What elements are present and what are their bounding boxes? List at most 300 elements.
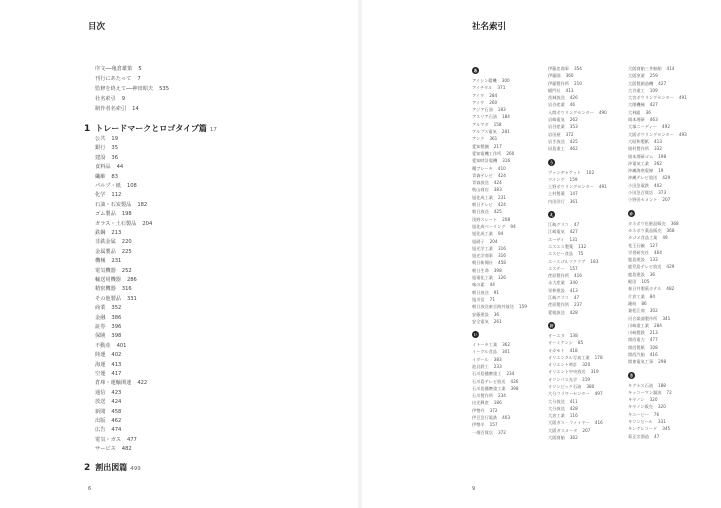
index-entry-name: 兼松江商 [628, 308, 645, 314]
index-entry [472, 201, 556, 208]
index-entry [472, 172, 556, 179]
index-entry [548, 405, 632, 412]
index-entry-name: カゴメ食品工業 [628, 235, 658, 241]
index-entry-name: エースゴルフクラブ [548, 258, 586, 264]
index-entry-page: 372 [497, 429, 506, 435]
index-entry-page: 368 [670, 220, 679, 226]
toc-entry-label: 社名索引 [95, 96, 116, 102]
index-entry-name: 石川島播磨重工 [472, 371, 502, 377]
toc-entry-page: 213 [111, 230, 122, 236]
index-entry [548, 94, 632, 101]
index-entry [628, 80, 712, 87]
index-entry-name: 浅野スレート [472, 216, 498, 222]
index-entry [548, 183, 632, 190]
index-entry [472, 392, 556, 399]
toc-entry-page: 9 [121, 96, 126, 102]
index-entry-page: 341 [662, 315, 671, 321]
index-entry-name: イダール [472, 356, 489, 362]
index-entry-page: 427 [658, 80, 667, 86]
index-entry [628, 87, 712, 94]
toc-entry [95, 239, 132, 246]
toc-entry-label: 空運 [95, 371, 106, 377]
index-section-header [548, 157, 632, 169]
index-entry-page: 320 [582, 362, 591, 368]
index-entry-page: 157 [489, 422, 498, 428]
index-entry-name: 花王石鹸 [628, 242, 645, 248]
toc-entry-page: 417 [111, 371, 122, 377]
index-entry-name: 菊正宗酒造 [628, 433, 649, 439]
index-entry-name: 栄伸建設 [548, 287, 565, 293]
index-entry [628, 249, 712, 256]
toc-entry-label: 鉄鋼 [95, 230, 106, 236]
index-entry-page: 132 [578, 243, 587, 249]
index-entry [548, 176, 632, 183]
toc-entry-page: 220 [121, 239, 132, 246]
index-entry-name: 石川島テレビ放送 [472, 378, 506, 384]
index-entry-name: 大阪ガス・ファイヤー [548, 420, 590, 426]
index-entry-name: 石川島播磨重工業 [472, 385, 506, 391]
chapter-1-title [84, 123, 217, 134]
index-entry-page: 416 [649, 351, 658, 357]
index-heading: 社名索引 [472, 22, 507, 32]
index-entry [628, 109, 712, 116]
index-entry-page: 425 [569, 138, 578, 144]
index-entry [548, 294, 632, 301]
index-entry-page: 126 [497, 275, 506, 281]
index-section-mark: か [629, 210, 634, 216]
index-entry-page: 183 [497, 107, 506, 113]
index-entry-page: 233 [493, 363, 502, 369]
index-entry-name: 大隈機械 [628, 102, 645, 108]
index-entry [628, 344, 712, 351]
index-entry-page: 36 [649, 271, 656, 277]
index-entry-page: 72 [666, 389, 672, 395]
index-entry [628, 411, 712, 418]
toc-entry-label: 商業 [95, 305, 106, 312]
index-entry [472, 245, 556, 252]
index-entry [472, 238, 556, 245]
index-entry-name: 学習研究社 [628, 249, 649, 255]
index-entry [472, 356, 556, 363]
index-entry-name: 愛知電機工作所 [472, 150, 502, 156]
index-entry-name: 入間ボウリングセンター [548, 109, 594, 115]
index-entry [628, 182, 712, 189]
toc-entry-page: 204 [142, 220, 153, 227]
index-entry-page: 105 [641, 279, 650, 285]
index-entry-page: 426 [569, 95, 578, 101]
index-entry-page: 207 [582, 427, 591, 433]
index-entry-name: 池貝鉄工 [472, 363, 489, 369]
toc-entry-label: 電気・ガス [95, 436, 121, 443]
index-entry-name: 大分フラワーセンター [548, 391, 590, 397]
index-entry-name: 伊勢丹 [472, 407, 485, 413]
index-entry [472, 128, 556, 135]
index-entry [472, 113, 556, 120]
index-entry-name: 荏原製作所 [548, 273, 569, 279]
index-entry-name: 春日井製菓ホテル [628, 286, 662, 292]
toc-entry [95, 399, 121, 406]
index-entry [472, 157, 556, 164]
index-entry [628, 307, 712, 314]
index-entry-page: 319 [582, 376, 591, 382]
index-entry-name: 安全電気 [472, 318, 489, 324]
index-entry-name: ウイング [548, 176, 565, 182]
chapter-2-label: 割出図篇 [95, 463, 128, 472]
right-page [362, 0, 721, 508]
index-entry [548, 347, 632, 354]
index-entry [628, 196, 712, 203]
index-entry-page: 398 [510, 385, 519, 391]
index-entry-page: 320 [649, 397, 658, 403]
index-entry-page: 301 [502, 349, 510, 355]
index-entry [548, 279, 632, 286]
index-entry [628, 315, 712, 322]
toc-entry-page: 19 [111, 136, 118, 142]
index-entry-name: 関東電気工事 [628, 359, 654, 365]
index-entry-name: 岡本理研 [628, 117, 645, 123]
index-entry-page: 482 [666, 286, 675, 292]
index-entry-page: 91 [493, 289, 500, 295]
index-entry [628, 138, 712, 145]
index-entry-page: 411 [569, 398, 578, 404]
index-entry-page: 319 [590, 369, 599, 375]
index-entry-name: 大阪ガスメータ [548, 427, 578, 433]
index-entry-page: 373 [658, 190, 667, 196]
index-entry-name: アルマダ [472, 121, 489, 127]
toc-entry-label: 陸運 [95, 352, 106, 359]
index-entry-page: 361 [569, 198, 578, 204]
toc-entry [95, 202, 147, 209]
toc-entry-page: 402 [111, 352, 122, 359]
index-entry-name: 江崎グリコ [548, 295, 569, 301]
index-entry-name: 内田洋行 [548, 198, 565, 204]
index-column-1 [472, 65, 556, 436]
index-entry-page: 157 [569, 265, 578, 271]
toc-entry-label: 金属製品 [95, 248, 116, 255]
index-entry-page: 383 [493, 187, 502, 193]
index-entry-page: 493 [678, 131, 687, 137]
toc-entry-label: ゴム製品 [95, 211, 116, 218]
index-section-mark: お [549, 322, 554, 328]
toc-entry-page: 396 [111, 324, 122, 330]
index-entry-page: 403 [502, 415, 511, 421]
toc-entry [95, 106, 139, 113]
toc-entry [95, 174, 118, 181]
index-entry-page: 414 [666, 66, 675, 71]
index-entry-page: 362 [569, 435, 578, 441]
toc-entry-label: 保険 [95, 333, 106, 340]
index-entry-name: 伊勢半 [472, 422, 485, 428]
index-entry-name: 青森放送 [472, 180, 489, 186]
index-entry [472, 165, 556, 172]
index-entry-name: 岩谷産業 [548, 124, 565, 130]
toc-entry-label: 不動産 [95, 342, 111, 349]
toc-entry-page: 331 [126, 295, 137, 302]
index-entry [628, 389, 712, 396]
index-entry [472, 370, 556, 377]
toc-entry [95, 418, 121, 425]
index-entry-name: 鹿島建設 [628, 257, 645, 263]
index-entry-name: オーエヌ [548, 332, 565, 338]
index-entry-name: 大阪窯業 [628, 73, 645, 79]
index-entry-name: 大分放送 [548, 398, 565, 404]
index-entry [548, 80, 632, 87]
toc-entry-label: 銀行 [95, 145, 106, 152]
index-entry-page: 372 [489, 407, 498, 413]
index-entry-name: カネボウ薬品販売 [628, 227, 662, 233]
index-entry-name: 伊藤忠商事 [548, 66, 569, 71]
index-entry-name: 関西製紙 [628, 344, 645, 350]
index-entry-page: 462 [569, 146, 578, 152]
index-entry-page: 204 [489, 238, 498, 244]
index-entry-page: 354 [573, 66, 582, 71]
toc-entry [95, 352, 121, 359]
toc-entry-page: 198 [121, 211, 132, 218]
right-folio: 9 [472, 486, 476, 492]
index-entry-name: 小野田セメント [628, 197, 658, 203]
index-entry-name: 愛媛放送 [548, 309, 565, 315]
index-entry-page: 231 [497, 194, 506, 200]
toc-entry [95, 362, 121, 369]
index-entry [548, 131, 632, 138]
index-entry [548, 390, 632, 397]
toc-entry-label: 化学 [95, 192, 106, 199]
index-entry-page: 284 [489, 92, 498, 98]
toc-entry-label: 非鉄金属 [95, 239, 116, 246]
index-entry-name: エスエス製薬 [548, 243, 574, 249]
index-entry [472, 186, 556, 193]
index-entry-page: 368 [666, 227, 675, 233]
toc-entry [95, 380, 147, 387]
index-entry-page: 491 [598, 184, 607, 190]
index-entry [548, 301, 632, 308]
left-folio: 6 [88, 486, 92, 492]
index-entry-page: 84 [649, 293, 656, 299]
toc-entry-label: 序文──亀倉雄策 [95, 66, 133, 72]
index-entry-page: 425 [493, 209, 502, 215]
index-entry [548, 376, 632, 383]
chapter-2-page: 499 [130, 466, 141, 472]
index-entry-name: エスビー食品 [548, 251, 573, 257]
index-entry-page: 261 [493, 318, 502, 324]
index-entry [472, 274, 556, 281]
index-entry-name: 朝日生命 [472, 267, 489, 273]
index-entry-name: ヴァンヂャケット [548, 169, 582, 175]
toc-entry-label: 機械 [95, 258, 106, 265]
index-entry [472, 318, 556, 325]
index-entry-name: 青森テレビ [472, 172, 493, 178]
toc-entry [95, 155, 118, 162]
index-entry-name: アイワ [472, 92, 485, 98]
index-entry-page: 159 [569, 176, 578, 182]
toc-entry [95, 86, 169, 93]
index-entry-name: 秋山商店 [472, 187, 489, 193]
index-entry-page: 284 [653, 322, 662, 328]
index-entry-name: 大阪商船三井船舶 [628, 66, 662, 71]
index-entry [472, 399, 556, 406]
index-section-mark: う [549, 159, 554, 165]
toc-entry [95, 409, 121, 416]
index-entry [472, 121, 556, 128]
index-entry-name: 曙ブレーキ [472, 165, 493, 171]
toc-entry [95, 305, 121, 312]
index-entry-name: 大倉工業 [548, 413, 565, 419]
index-entry-name: 沖縄テレビ放送 [628, 175, 658, 181]
index-entry [628, 242, 712, 249]
index-entry-name: 安藤建設 [472, 311, 489, 317]
index-entry-page: 427 [649, 102, 658, 108]
index-entry [472, 106, 556, 113]
toc-entry-label: 通信 [95, 389, 106, 396]
index-entry-name: 片倉工業 [628, 293, 645, 299]
index-entry-page: 131 [569, 236, 578, 242]
toc-entry-page: 44 [116, 164, 124, 171]
index-entry-page: 316 [497, 253, 506, 259]
index-entry [628, 220, 712, 227]
index-entry-page: 298 [658, 359, 667, 365]
index-entry [472, 216, 556, 223]
index-entry-page: 413 [653, 138, 662, 144]
index-entry-page: 316 [502, 158, 511, 164]
chapter-1-page: 17 [209, 127, 217, 133]
index-entry-name: キグナス石油 [628, 382, 653, 388]
index-entry-name: エーザイ [548, 236, 565, 242]
index-entry-page: 477 [649, 337, 658, 343]
index-entry-name: 旭光学商事 [472, 253, 493, 259]
index-entry [548, 138, 632, 145]
left-page [0, 0, 358, 508]
index-entry-page: 380 [586, 383, 595, 389]
index-entry [628, 263, 712, 270]
index-entry-page: 464 [653, 249, 662, 255]
index-entry [548, 123, 632, 130]
toc-entry [95, 230, 121, 237]
index-entry-page: 94 [497, 231, 504, 237]
index-entry-page: 198 [658, 153, 667, 159]
index-entry-page: 47 [573, 295, 580, 301]
index-entry-name: 岩手放送 [548, 138, 565, 144]
index-entry-name: 因島重工 [548, 146, 565, 152]
index-section-mark: き [629, 372, 634, 378]
index-section-mark: い [473, 332, 478, 338]
index-entry-name: 鹿島建設 [628, 271, 645, 277]
index-entry-page: 458 [497, 260, 506, 266]
index-entry-name: 旭電化工業 [472, 275, 493, 281]
toc-entry-page: 535 [159, 86, 170, 92]
index-entry-name: 愛知時計電機 [472, 158, 498, 164]
index-entry-page: 416 [594, 420, 603, 426]
index-entry [472, 385, 556, 392]
index-entry-name: 伊藤製作所 [548, 80, 569, 86]
toc-entry-page: 112 [111, 192, 122, 199]
toc-entry-page: 14 [132, 106, 139, 112]
index-entry-page: 237 [573, 302, 582, 308]
index-entry [548, 354, 632, 361]
toc-entry-label: 精密機器 [95, 286, 116, 293]
index-entry [548, 427, 632, 434]
index-entry-page: 260 [489, 99, 498, 105]
toc-entry-page: 182 [137, 201, 148, 208]
index-entry [548, 398, 632, 405]
index-entry [472, 150, 556, 157]
index-entry-name: 鹿児島テレビ放送 [628, 264, 662, 270]
toc-entry [95, 324, 121, 331]
index-entry [628, 72, 712, 79]
index-entry [548, 198, 632, 205]
index-entry-name: 朝日放送 [472, 289, 489, 295]
index-entry [628, 433, 712, 440]
index-entry-name: イーグル食品 [472, 349, 497, 355]
index-entry [628, 145, 712, 152]
index-entry [548, 228, 632, 235]
index-entry-page: 490 [598, 109, 607, 115]
index-entry [628, 336, 712, 343]
index-entry-page: 102 [586, 169, 595, 175]
index-entry-page: 424 [493, 180, 502, 186]
index-entry-name: 岩田屋 [548, 131, 561, 137]
index-entry-page: 94 [510, 223, 516, 229]
index-entry-page: 413 [569, 287, 578, 293]
index-entry [548, 332, 632, 339]
index-entry [548, 412, 632, 419]
index-entry-name: 沖縄海底電線 [628, 168, 654, 174]
index-entry [628, 167, 712, 174]
index-entry-name: キリンビール [628, 419, 653, 425]
index-entry-page: 109 [649, 87, 658, 93]
index-entry-page: 416 [573, 273, 582, 279]
toc-entry-label: 海運 [95, 361, 106, 368]
toc-entry-label: 建設 [95, 154, 106, 161]
index-entry-name: 旭化成ベーリング [472, 223, 506, 229]
index-entry [472, 281, 556, 288]
index-entry [548, 221, 632, 228]
index-entry [628, 116, 712, 123]
index-entry-page: 398 [493, 267, 502, 273]
index-entry [628, 65, 712, 72]
index-entry [548, 72, 632, 79]
toc-entry-label: サービス [95, 446, 116, 453]
index-entry-page: 426 [510, 378, 519, 384]
toc-entry [95, 286, 132, 293]
index-entry-name: キヤノン販売 [628, 404, 653, 410]
index-entry [548, 339, 632, 346]
toc-entry-page: 462 [111, 418, 122, 424]
index-entry-page: 497 [594, 391, 603, 397]
index-entry [628, 358, 712, 365]
index-entry-page: 47 [573, 222, 580, 228]
index-entry-page: 138 [569, 332, 578, 338]
chapter-1-number: 1 [84, 124, 91, 134]
index-entry [472, 230, 556, 237]
index-entry-name: 旭化成工業 [472, 231, 493, 237]
index-entry-name: キヤノン [628, 397, 645, 403]
toc-entry [95, 343, 126, 350]
index-section-header [628, 208, 712, 220]
index-entry-name: 上村製薬 [548, 191, 565, 197]
index-section-header [472, 329, 556, 341]
index-section-mark: あ [473, 68, 478, 73]
index-entry-name: 味の素 [472, 282, 485, 288]
toc-entry [95, 136, 118, 143]
index-entry-name: 伊豆急行電鉄 [472, 415, 498, 421]
toc-entry-page: 286 [126, 277, 137, 283]
index-entry-name: 旭川信 [472, 296, 485, 302]
index-entry [628, 425, 712, 432]
toc-entry [95, 371, 121, 378]
toc-heading: 目次 [88, 22, 106, 32]
index-entry-name: 大谷重工 [628, 87, 645, 93]
index-entry-page: 427 [569, 229, 578, 235]
